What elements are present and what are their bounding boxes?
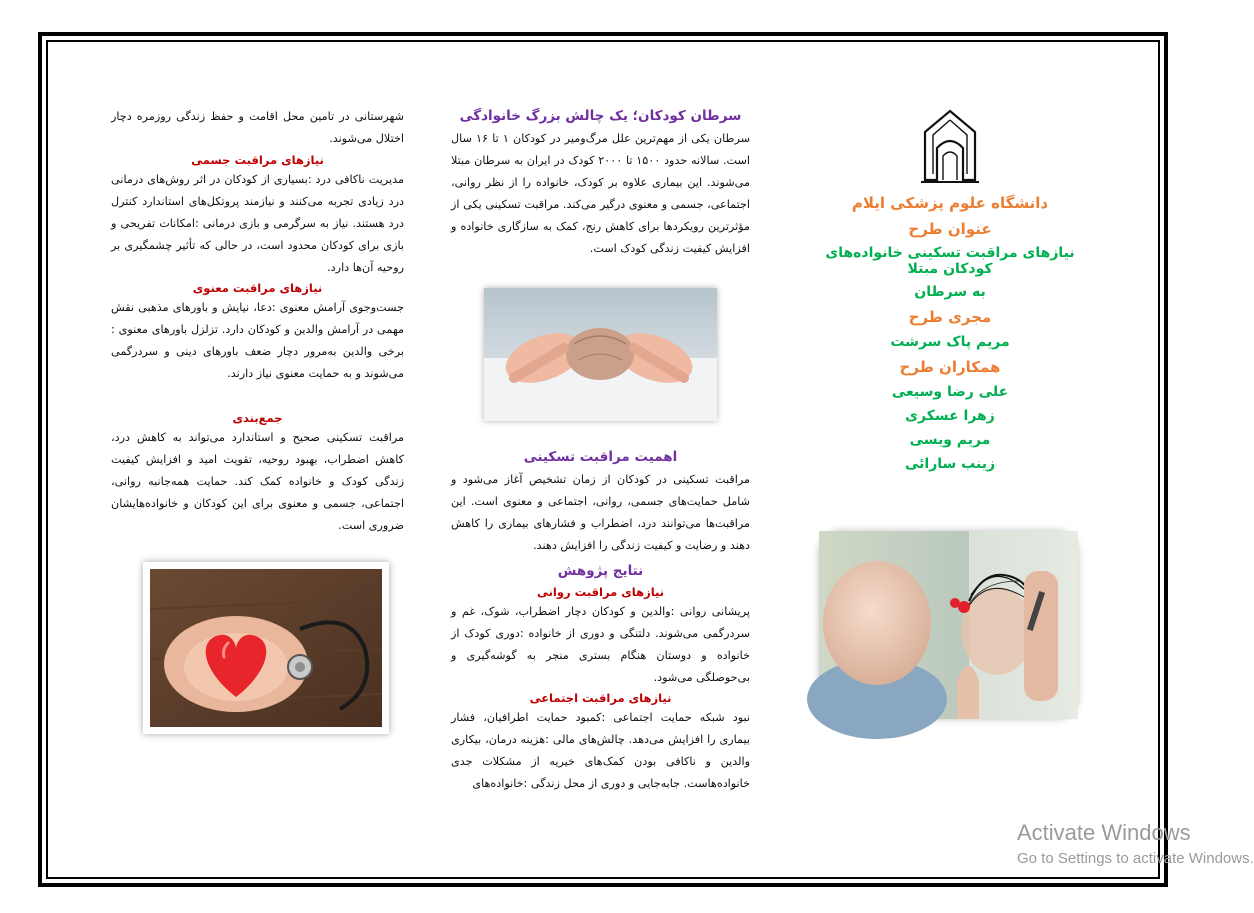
project-title-label: عنوان طرح	[908, 220, 992, 238]
university-name: دانشگاه علوم پزشکی ایلام	[851, 194, 1049, 212]
child-drawing-photo	[819, 531, 1078, 719]
cancer-section-title: سرطان کودکان؛ یک چالش بزرگ خانوادگی	[459, 108, 742, 124]
colleague-name: علی رضا وسیعی	[891, 384, 1009, 400]
university-logo-icon	[915, 108, 985, 186]
colleague-name: زینب سارائی	[904, 456, 996, 472]
cover-panel	[800, 100, 1100, 472]
summary-text: مراقبت تسکینی صحیح و استاندارد می‌تواند به کاهش درد، کاهش اضطراب، بهبود روحیه، تقویت امید و افزایش کیفیت زندگی کودک و خانواده کمک کند. حمایت همه‌جانبه روانی، اجتماعی، جسمی و معنوی برای این کودکان و خانواده‌هایشان ضروری است.	[111, 431, 404, 532]
middle-panel	[451, 108, 750, 260]
project-title-line2: به سرطان	[914, 284, 986, 300]
social-needs-text: نبود شبکه حمایت اجتماعی :کمبود حمایت اطرافیان، فشار بیماری را افزایش می‌دهد. چالش‌های مالی :هزینه درمان، بیکاری والدین و ناکافی بودن کمک‌های خیریه از مشکلات جدی خانواده‌هاست. جابه‌جایی و دوری از محل زندگی :خانواده‌های	[451, 711, 750, 790]
colleague-name: مریم ویسی	[909, 432, 991, 448]
importance-section-text: مراقبت تسکینی در کودکان از زمان تشخیص آغاز می‌شود و شامل حمایت‌های جسمی، روانی، اجتماعی و معنوی است. این مراقبت‌ها می‌توانند درد، اضطراب و فشارهای بیماری را کاهش دهند و رضایت و کیفیت زندگی را افزایش دهند.	[451, 473, 750, 552]
left-panel	[111, 106, 404, 537]
physical-needs-text: مدیریت ناکافی درد :بسیاری از کودکان در اثر روش‌های درمانی درد زیادی تجربه می‌کنند و نیازمند پروتکل‌های استاندارد کنترل درد هستند. نیاز به سرگرمی و بازی درمانی :امکانات تفریحی و بازی برای کودکان محدود است، در حالی که تأثیر چشمگیری بر روحیه آن‌ها دارد.	[111, 173, 404, 274]
project-title-line1: نیازهای مراقبت تسکینی خانواده‌های کودکان مبتلا	[825, 245, 1075, 277]
spiritual-needs-text: جست‌وجوی آرامش معنوی :دعا، نیایش و باورهای مذهبی نقش مهمی در آرامش والدین و کودکان دارد. تزلزل باورهای معنوی : برخی والدین به‌مرور دچار ضعف باورهای دینی و سردرگمی می‌شوند و به حمایت معنوی نیاز دارند.	[111, 301, 404, 380]
importance-section-title: اهمیت مراقبت تسکینی	[523, 449, 678, 465]
cancer-section-text: سرطان یکی از مهم‌ترین علل مرگ‌ومیر در کودکان ۱ تا ۱۶ سال است. سالانه حدود ۱۵۰۰ تا ۲۰۰۰ کودک در ایران به سرطان مبتلا می‌شوند. این بیماری علاوه بر کودک، خانواده را از نظر روانی، اجتماعی، جسمی و معنوی درگیر می‌کند. مراقبت تسکینی یکی از مؤثرترین رویکردها برای کاهش رنج، کمک به سازگاری خانواده و افزایش کیفیت زندگی کودک است.	[451, 132, 751, 255]
heart-hands-photo	[143, 562, 389, 734]
summary-title: جمع‌بندی	[232, 411, 283, 425]
colleague-name: زهرا عسکری	[905, 408, 995, 424]
holding-hands-photo	[484, 288, 717, 421]
watermark-line2: Go to Settings to activate Windows.	[1017, 850, 1254, 867]
colleagues-label: همکاران طرح	[899, 358, 1001, 376]
executor-name: مریم پاک سرشت	[890, 334, 1010, 350]
spiritual-needs-title: نیازهای مراقبت معنوی	[192, 281, 323, 295]
physical-needs-title: نیازهای مراقبت جسمی	[191, 153, 324, 167]
social-needs-title: نیازهای مراقبت اجتماعی	[529, 691, 672, 705]
middle-panel-lower	[451, 449, 750, 795]
psychological-needs-title: نیازهای مراقبت روانی	[536, 585, 665, 599]
executor-label: مجری طرح	[908, 308, 992, 326]
psychological-needs-text: پریشانی روانی :والدین و کودکان دچار اضطراب، شوک، غم و سردرگمی می‌شوند. دلتنگی و دوری از خانواده :دوری کودک از خانواده و دوستان هنگام بستری منجر به گوشه‌گیری و بی‌حوصلگی می‌شود.	[451, 605, 750, 684]
results-section-title: نتایج پژوهش	[557, 563, 644, 579]
watermark-line1: Activate Windows	[1017, 820, 1191, 845]
continued-text: شهرستانی در تامین محل اقامت و حفظ زندگی روزمره دچار اختلال می‌شوند.	[111, 110, 404, 145]
activate-windows-watermark	[1017, 820, 1254, 867]
